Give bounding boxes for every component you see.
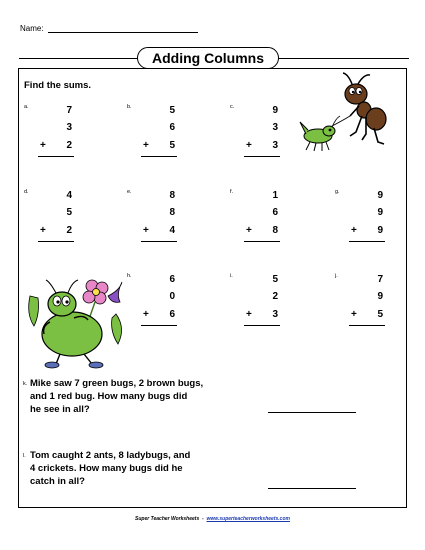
page-title-text: Adding Columns [152,50,264,66]
addend-2: 5 [66,207,72,218]
plus-sign: + [143,140,149,151]
answer-blank-l[interactable] [268,488,356,489]
problem-letter: d. [24,189,29,195]
plus-sign: + [40,140,46,151]
answer-blank-k[interactable] [268,412,356,413]
name-label: Name: [20,24,44,33]
page-title [137,47,279,69]
addend-2: 0 [169,291,175,302]
word-problem-line: and 1 red bug. How many bugs did [30,391,188,402]
addend-1: 7 [377,274,383,285]
problem-letter: b. [127,104,132,110]
answer-line[interactable] [38,156,74,157]
addend-1: 9 [272,105,278,116]
addend-2: 3 [272,122,278,133]
problem-letter: f. [230,189,234,195]
plus-sign: + [40,225,46,236]
answer-line[interactable] [244,325,280,326]
word-problem-line: Tom caught 2 ants, 8 ladybugs, and [30,450,191,461]
footer-brand: Super Teacher Worksheets [135,516,200,522]
addend-1: 4 [66,190,72,201]
problem-f [230,189,300,249]
problem-letter: i. [230,273,233,279]
word-problem-line: catch in all? [30,476,85,487]
addend-1: 5 [272,274,278,285]
plus-sign: + [351,225,357,236]
problem-i [230,273,300,333]
addend-2: 6 [169,122,175,133]
addend-1: 7 [66,105,72,116]
footer-separator: - [202,516,204,522]
answer-line[interactable] [38,241,74,242]
addend-1: 1 [272,190,278,201]
word-problem-line: he see in all? [30,404,90,415]
problem-letter: h. [127,273,132,279]
problem-letter: c. [230,104,235,110]
addend-3: 3 [272,309,278,320]
addend-2: 9 [377,207,383,218]
problem-letter: g. [335,189,340,195]
footer-link[interactable]: www.superteacherworksheets.com [206,516,290,522]
instructions: Find the sums. [24,80,92,91]
problem-e [127,189,197,249]
problem-g [335,189,405,249]
word-problem-k [23,377,230,416]
footer [0,516,425,522]
word-problem-l [23,449,230,488]
plus-sign: + [246,140,252,151]
word-problem-line: Mike saw 7 green bugs, 2 brown bugs, [30,378,204,389]
addend-1: 8 [169,190,175,201]
addend-3: 5 [377,309,383,320]
answer-line[interactable] [244,156,280,157]
addend-3: 2 [66,225,72,236]
word-problem-line: 4 crickets. How many bugs did he [30,463,183,474]
problem-letter: k. [23,381,28,387]
answer-line[interactable] [141,241,177,242]
problem-h [127,273,197,333]
addend-1: 6 [169,274,175,285]
problem-c [230,104,300,164]
addend-2: 9 [377,291,383,302]
addend-3: 8 [272,225,278,236]
answer-line[interactable] [244,241,280,242]
addend-2: 3 [66,122,72,133]
answer-line[interactable] [349,241,385,242]
name-row [20,24,198,33]
problem-letter: e. [127,189,132,195]
addend-3: 4 [169,225,175,236]
plus-sign: + [143,225,149,236]
problem-letter: j. [335,273,338,279]
addend-3: 5 [169,140,175,151]
addend-1: 9 [377,190,383,201]
plus-sign: + [246,309,252,320]
name-field-line[interactable] [48,24,198,33]
addend-3: 2 [66,140,72,151]
problem-j [335,273,405,333]
problem-letter: a. [24,104,29,110]
addend-1: 5 [169,105,175,116]
problem-b [127,104,197,164]
bug-with-flower-icon [22,274,130,370]
addend-2: 8 [169,207,175,218]
addend-3: 6 [169,309,175,320]
answer-line[interactable] [349,325,385,326]
addend-2: 2 [272,291,278,302]
ant-walking-cricket-icon [296,70,390,160]
plus-sign: + [351,309,357,320]
addend-2: 6 [272,207,278,218]
addend-3: 3 [272,140,278,151]
plus-sign: + [246,225,252,236]
answer-line[interactable] [141,156,177,157]
addend-3: 9 [377,225,383,236]
answer-line[interactable] [141,325,177,326]
plus-sign: + [143,309,149,320]
problem-letter: l. [23,453,26,459]
problem-d [24,189,94,249]
problem-a [24,104,94,164]
